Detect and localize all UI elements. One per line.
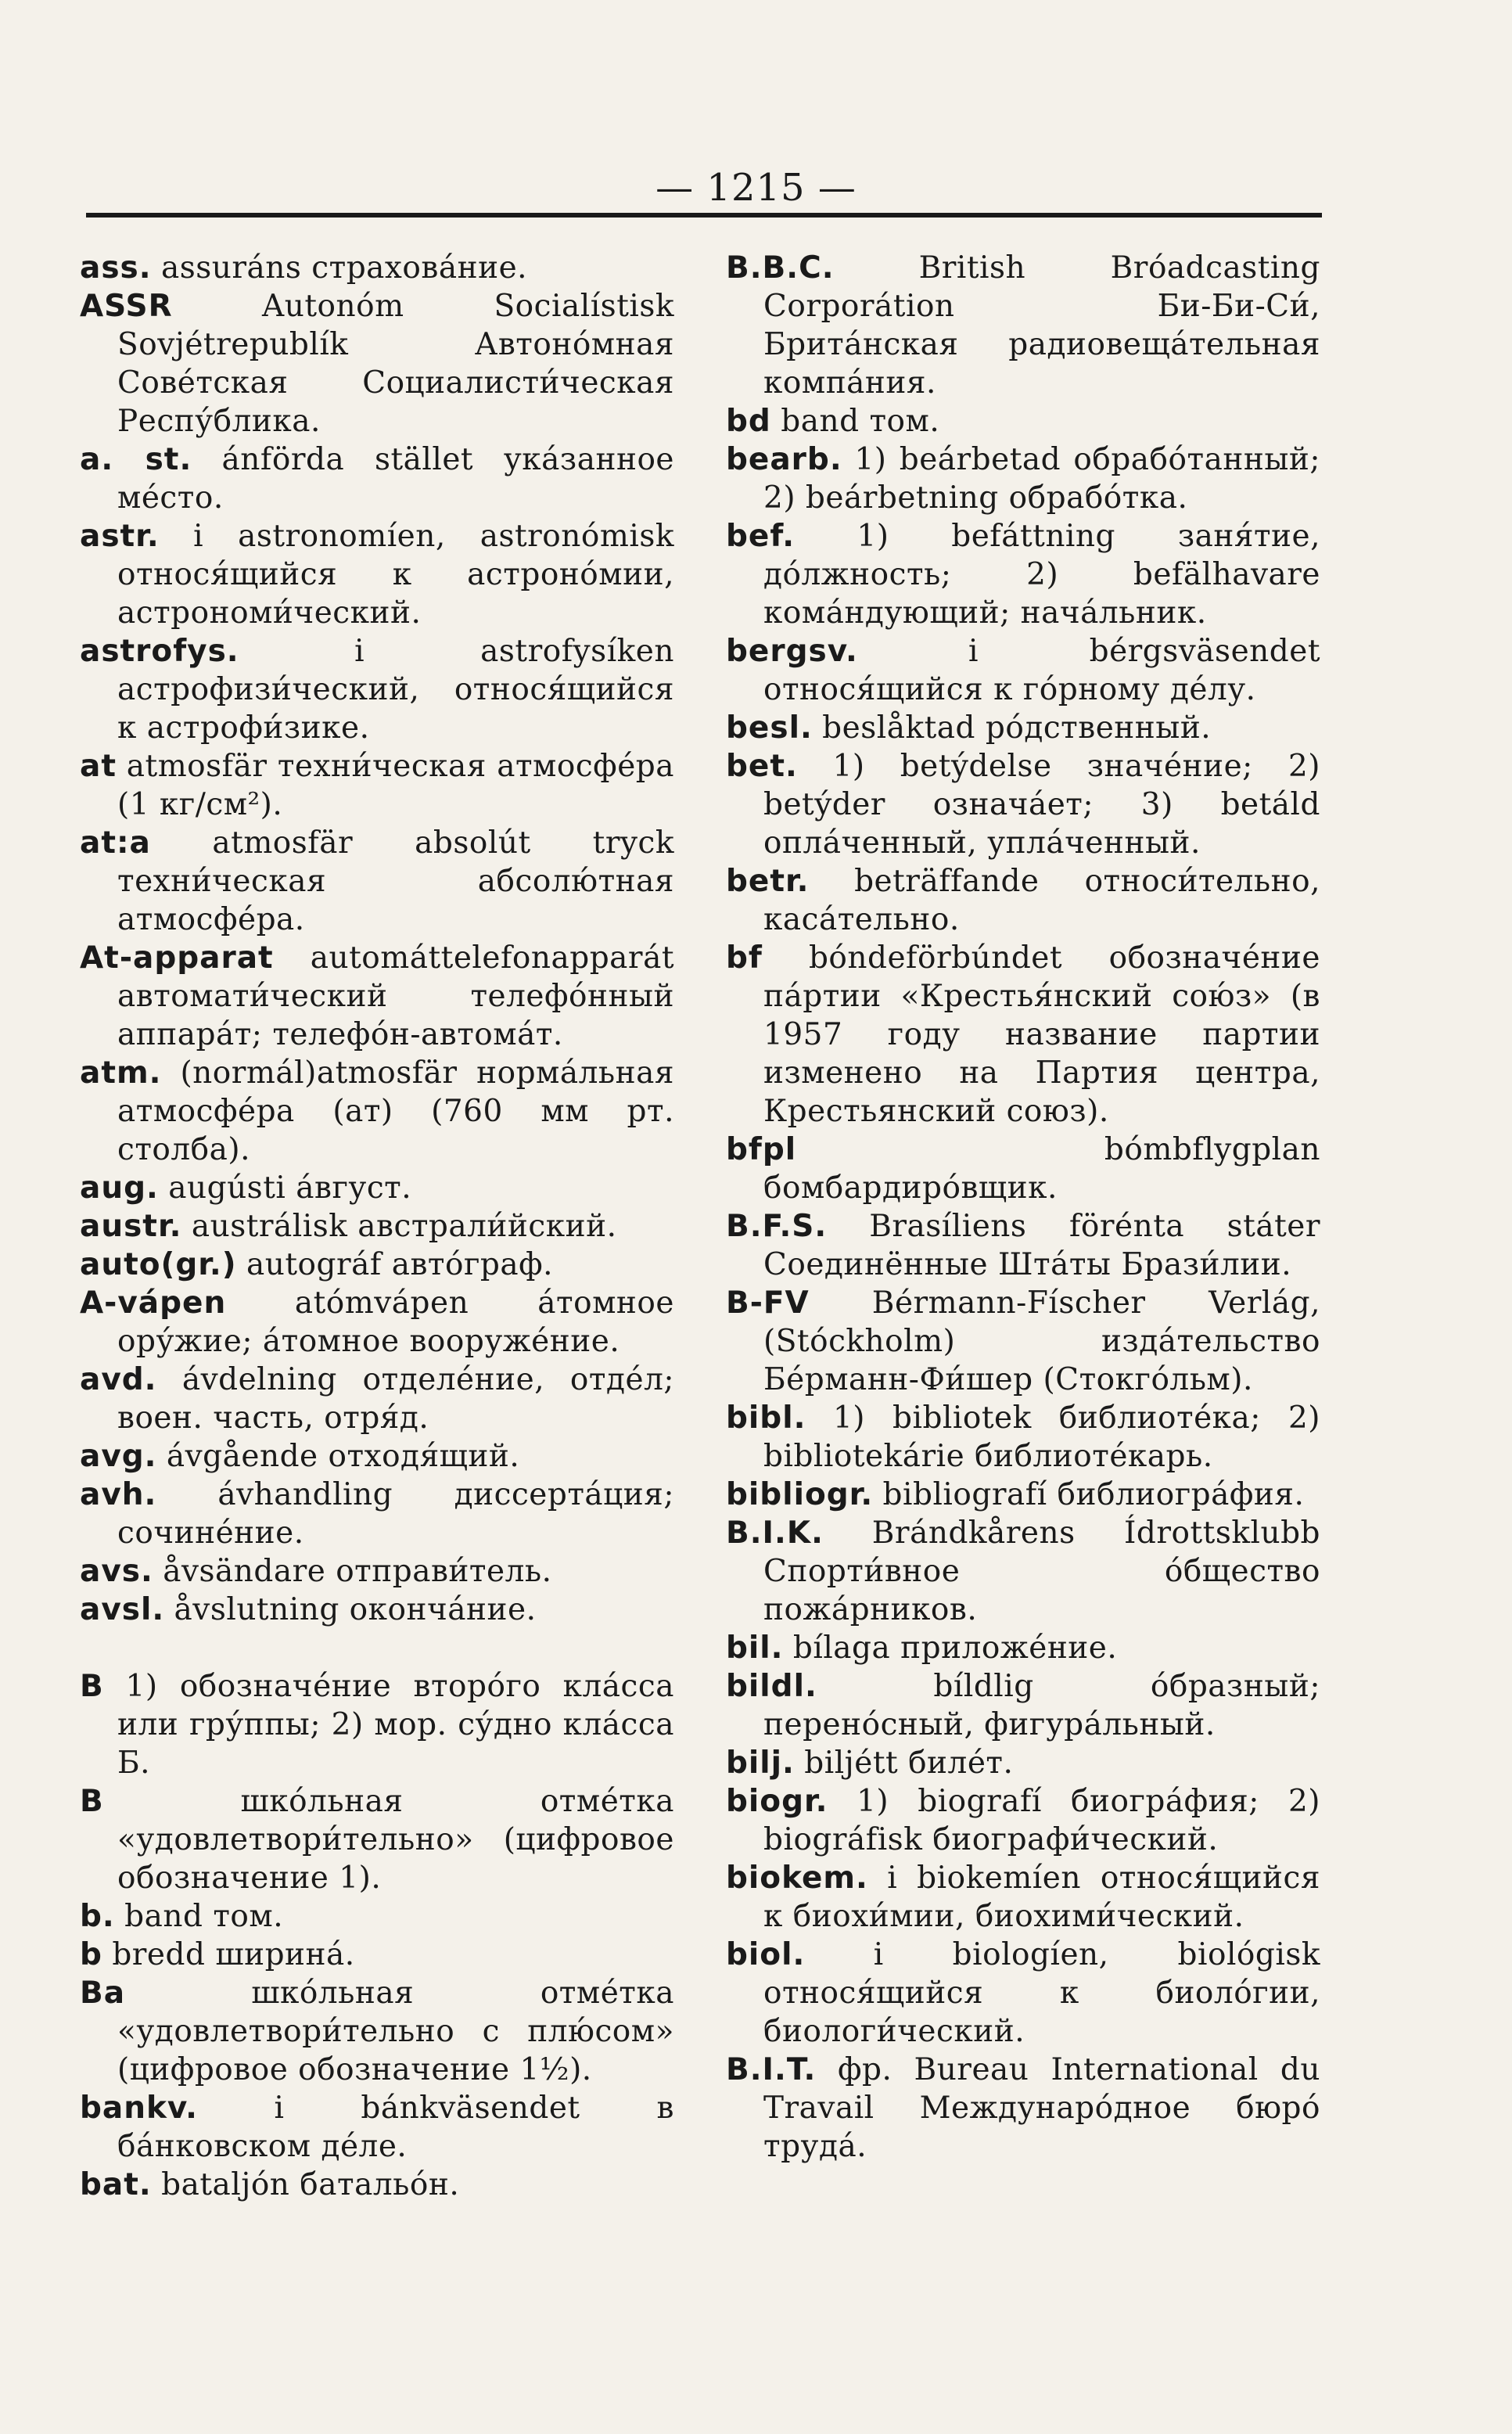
dictionary-entry [80,1284,674,1361]
entry-definition: i biologíen, biológisk относя́щийся к биоло́гии, биологи́ческий. [763,1937,1320,2049]
entry-abbreviation: atm. [80,1055,162,1091]
entry-definition: Brándkårens Ídrottsklubb Спорти́вное о́бщество пожа́рников. [763,1515,1320,1627]
entry-abbreviation: astr. [80,519,160,554]
entry-definition: austrálisk австрали́йский. [191,1209,617,1244]
entry-abbreviation: bet. [726,749,798,784]
page-number: — 1215 — [655,166,857,210]
entry-abbreviation: bankv. [80,2091,198,2126]
entry-abbreviation: bibl. [726,1400,806,1436]
entry-definition: 1) befáttning заня́тие, до́лжность; 2) befälhavare кома́ндующий; нача́льник. [763,519,1320,631]
entry-abbreviation: a. st. [80,442,192,477]
entry-abbreviation: aug. [80,1170,159,1206]
dictionary-entry [726,440,1320,517]
entry-abbreviation: bf [726,940,763,976]
entry-abbreviation: austr. [80,1209,182,1244]
dictionary-entry [80,287,674,440]
entry-definition: 1) biografí биогра́фия; 2) biográfisk биографи́ческий. [763,1784,1320,1857]
dictionary-entry [80,517,674,632]
entry-definition: åvsändare отправи́тель. [163,1554,552,1589]
entry-abbreviation: bfpl [726,1132,797,1167]
dictionary-entry [726,402,1320,440]
dictionary-entry [726,1399,1320,1476]
entry-definition: i astronomíen, astronómisk относя́щийся к астроно́мии, астрономи́ческий. [117,519,674,631]
entry-abbreviation: B.B.C. [726,250,835,286]
dictionary-entry [726,1131,1320,1207]
dictionary-entry [80,1476,674,1552]
entry-abbreviation: bil. [726,1630,784,1666]
entry-abbreviation: at:a [80,825,151,861]
dictionary-entry [80,249,674,287]
entry-definition: (normál)atmosfär норма́льная атмосфе́ра (ат) (760 мм рт. столба). [117,1055,674,1167]
entry-abbreviation: B.I.T. [726,2052,817,2087]
dictionary-entry [726,1859,1320,1936]
dictionary-entry [726,1782,1320,1859]
dictionary-entry [80,747,674,824]
dictionary-entry [726,1936,1320,2051]
entry-definition: bóndeförbúndet обозначе́ние па́ртии «Крестья́нский сою́з» (в 1957 году название партии изменено на Партия центра, Крестьянский союз). [763,940,1320,1129]
entry-abbreviation: biokem. [726,1861,868,1896]
entry-abbreviation: B [80,1669,104,1704]
dictionary-entry [80,939,674,1054]
dictionary-entry [80,1782,674,1897]
entry-definition: bataljón батальо́н. [161,2167,460,2202]
entry-abbreviation: besl. [726,710,813,746]
entry-abbreviation: avsl. [80,1592,165,1627]
dictionary-entry [80,1936,674,1974]
entry-definition: 1) bibliotek библиоте́ка; 2) bibliotekárie библиоте́карь. [763,1400,1320,1474]
entry-definition: biljétt биле́т. [804,1746,1014,1781]
dictionary-entry [80,1437,674,1476]
entry-abbreviation: avd. [80,1362,157,1397]
entry-definition: åvslutning оконча́ние. [174,1592,537,1627]
entry-abbreviation: bilj. [726,1746,795,1781]
dictionary-entry [726,1514,1320,1629]
entry-definition: шко́льная отме́тка «удовлетвори́тельно с плю́сом» (цифровое обозначение 1½). [117,1976,674,2087]
entry-abbreviation: avg. [80,1439,157,1474]
entry-abbreviation: bildl. [726,1669,817,1704]
dictionary-entry [80,2089,674,2166]
entry-definition: фр. Bureau International du Travail Междунаро́дное бюро́ труда́. [763,2052,1320,2164]
dictionary-entry [80,1361,674,1437]
dictionary-entry [726,1476,1320,1514]
dictionary-entry [726,1207,1320,1284]
entry-definition: i bánkväsendet в ба́нковском де́ле. [117,2091,674,2164]
entry-definition: atómvápen а́томное ору́жие; а́томное вооруже́ние. [117,1285,674,1359]
entry-abbreviation: B.F.S. [726,1209,828,1244]
entry-abbreviation: At-apparat [80,940,274,976]
entry-definition: bómbflygplan бомбардиро́вщик. [763,1132,1320,1206]
entry-definition: i biokemíen относя́щийся к биохи́мии, биохими́ческий. [763,1861,1320,1934]
entry-abbreviation: astrofys. [80,634,239,669]
dictionary-entry [726,1744,1320,1782]
dictionary-entry [80,1054,674,1169]
dictionary-entry [726,517,1320,632]
entry-definition: 1) обозначе́ние второ́го кла́сса или гру́ппы; 2) мор. су́дно кла́сса Б. [117,1669,674,1781]
entry-definition: 1) betýdelse значе́ние; 2) betýder означа́ет; 3) betáld опла́ченный, упла́ченный. [763,749,1320,861]
entry-abbreviation: B-FV [726,1285,810,1321]
entry-abbreviation: Ba [80,1976,126,2011]
dictionary-entry [726,709,1320,747]
dictionary-entry [726,862,1320,939]
dictionary-entry [80,632,674,747]
entry-definition: Brasíliens förénta státer Соединённые Шта́ты Брази́лии. [763,1209,1320,1282]
entry-abbreviation: biol. [726,1937,806,1972]
entry-definition: assuráns страхова́ние. [160,250,528,286]
entry-definition: band том. [781,404,940,439]
entry-definition: ávgående отходя́щий. [166,1439,520,1474]
entry-definition: British Bróadcasting Corporátion Би-Би-Си́, Брита́нская радиовеща́тельная компа́ния. [763,250,1320,401]
entry-abbreviation: bearb. [726,442,842,477]
entry-abbreviation: b [80,1937,102,1972]
entry-abbreviation: auto(gr.) [80,1247,237,1282]
entry-abbreviation: at [80,749,117,784]
entry-abbreviation: b. [80,1899,115,1934]
entry-abbreviation: bat. [80,2167,152,2202]
entry-abbreviation: ASSR [80,289,173,324]
dictionary-entry [80,1552,674,1591]
entry-definition: band том. [124,1899,284,1934]
entry-abbreviation: ass. [80,250,152,286]
dictionary-entry [726,1284,1320,1399]
entry-definition: bibliografí библиогра́фия. [882,1477,1305,1512]
entry-definition: bílaga приложе́ние. [792,1630,1118,1666]
entry-definition: ávhandling диссерта́ция; сочине́ние. [117,1477,674,1551]
entry-definition: bíldlig о́бразный; перено́сный, фигура́льный. [763,1669,1320,1742]
entry-abbreviation: bergsv. [726,634,858,669]
entry-abbreviation: avh. [80,1477,157,1512]
entry-abbreviation: biogr. [726,1784,828,1819]
dictionary-entry [726,939,1320,1131]
entry-definition: beträffande относи́тельно, каса́тельно. [763,864,1320,937]
entry-abbreviation: bd [726,404,771,439]
dictionary-entry [80,1169,674,1207]
entry-definition: beslåktad ро́дственный. [822,710,1212,746]
header-rule [86,213,1322,218]
entry-abbreviation: B [80,1784,104,1819]
entry-abbreviation: B.I.K. [726,1515,824,1551]
dictionary-entry [80,1246,674,1284]
entry-abbreviation: betr. [726,864,810,899]
dictionary-entry [80,1897,674,1936]
entry-abbreviation: bef. [726,519,796,554]
left-column [80,249,674,2204]
entry-definition: ávdelning отделе́ние, отде́л; воен. часть, отря́д. [117,1362,674,1436]
dictionary-entry [80,1207,674,1246]
dictionary-entry [726,249,1320,402]
entry-definition: 1) beárbetad обрабо́танный; 2) beárbetning обрабо́тка. [763,442,1320,516]
dictionary-entry [80,440,674,517]
dictionary-entry [726,2051,1320,2166]
dictionary-entry [80,2166,674,2204]
dictionary-entry [726,1629,1320,1667]
entry-definition: i bérgsväsendet относя́щийся к го́рному де́лу. [763,634,1320,707]
entry-definition: Bérmann-Físcher Verlág, (Stóckholm) изда́тельство Бе́рманн-Фи́шер (Стокго́льм). [763,1285,1320,1397]
entry-definition: шко́льная отме́тка «удовлетвори́тельно» (цифровое обозначение 1). [117,1784,674,1896]
dictionary-entry [80,1667,674,1782]
entry-abbreviation: A-vápen [80,1285,227,1321]
entry-definition: atmosfär техни́ческая атмосфе́ра (1 кг/см²). [117,749,674,822]
entry-definition: atmosfär absolút tryck техни́ческая абсолю́тная атмосфе́ра. [117,825,674,937]
entry-abbreviation: avs. [80,1554,153,1589]
entry-definition: i astrofysíken астрофизи́ческий, относя́щийся к астрофи́зике. [117,634,674,746]
entry-definition: automáttelefonapparát автомати́ческий телефо́нный аппара́т; телефо́н-автома́т. [117,940,674,1052]
entry-definition: augústi а́вгуст. [168,1170,412,1206]
dictionary-entry [726,1667,1320,1744]
dictionary-entry [80,1591,674,1629]
entry-abbreviation: bibliogr. [726,1477,874,1512]
entry-definition: ánförda stället ука́занное ме́сто. [117,442,675,516]
entry-definition: autográf авто́граф. [246,1247,554,1282]
dictionary-entry [726,632,1320,709]
entry-definition: Autonóm Socialístisk Sovjétrepublík Автоно́мная Сове́тская Социалисти́ческая Респу́блика. [117,289,674,439]
right-column [726,249,1320,2166]
dictionary-entry [726,747,1320,862]
dictionary-entry [80,1974,674,2089]
dictionary-entry [80,824,674,939]
entry-definition: bredd ширина́. [112,1937,355,1972]
